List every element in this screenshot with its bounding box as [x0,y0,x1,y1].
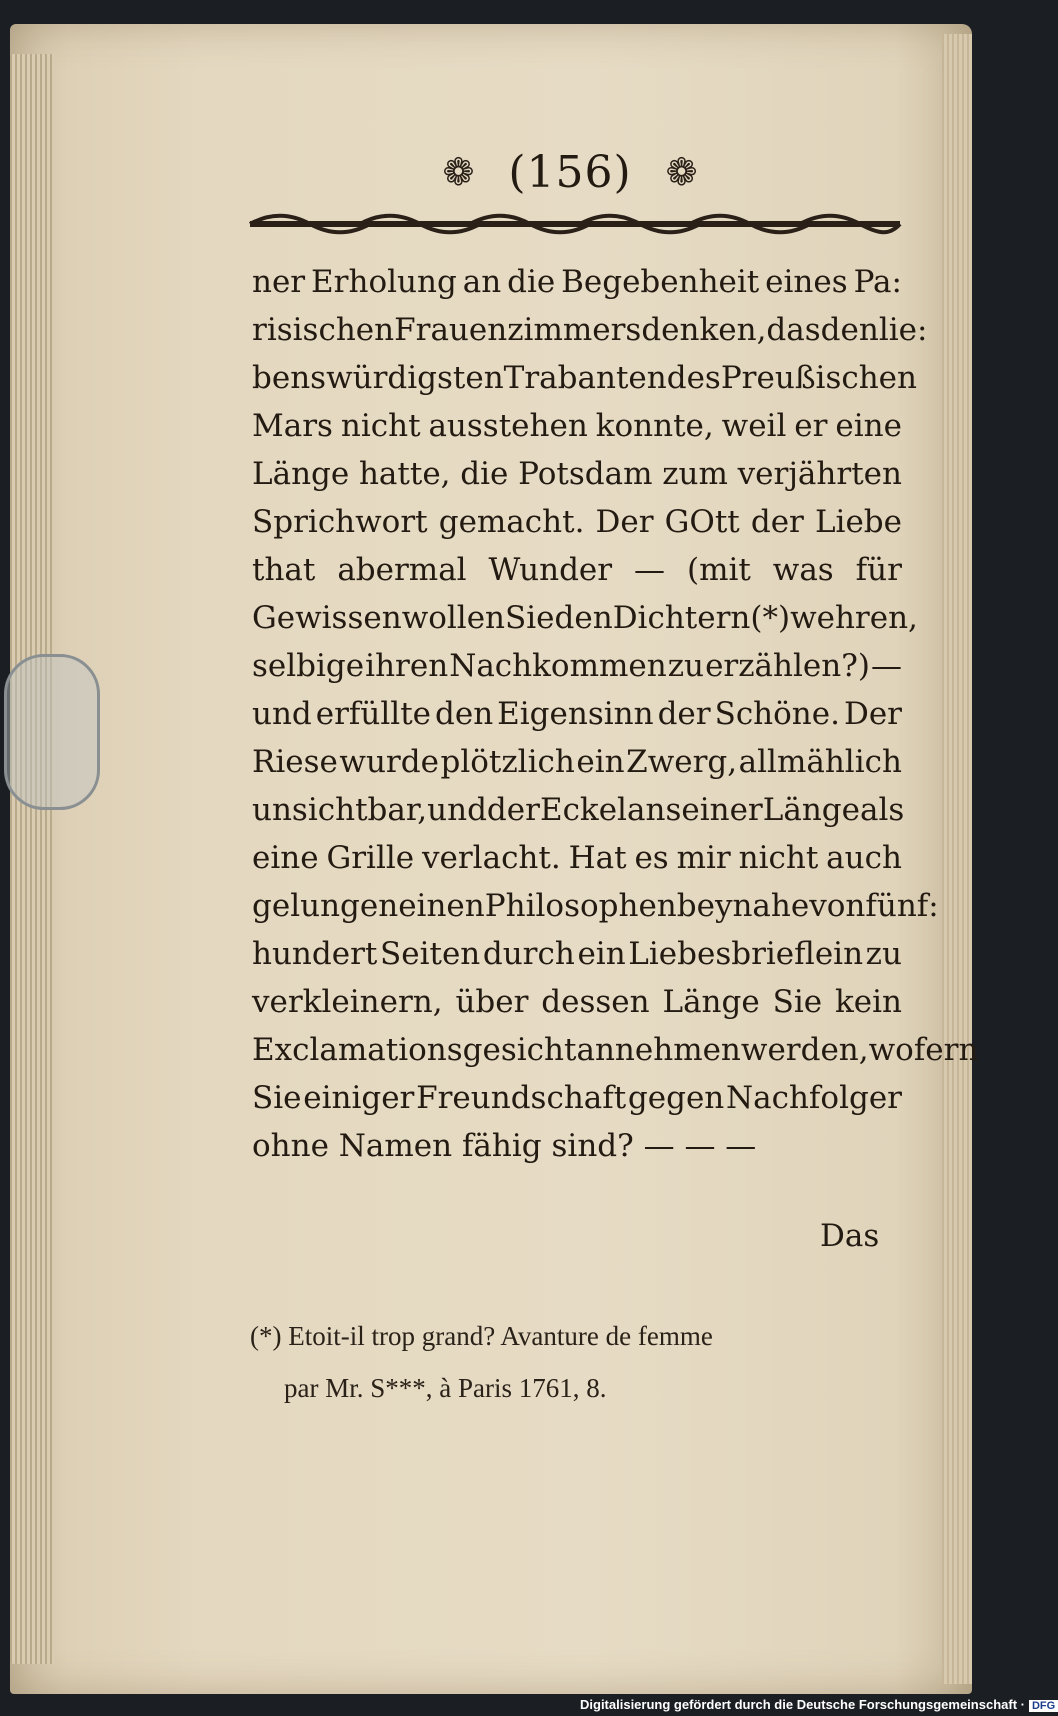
word: — [634,552,666,588]
word: gelungen [252,888,399,924]
word: GOtt [664,504,740,540]
word: Sie [252,1080,302,1116]
text-line [252,498,902,546]
right-page-edge [942,34,972,1684]
word: nicht [340,408,421,444]
text-line [252,546,902,594]
word: Grille [326,840,415,876]
word: zu [865,936,902,972]
word: beynahe [676,888,810,924]
word: den [554,600,613,636]
word: Frauenzimmers [394,312,642,348]
word: einiger [303,1080,415,1116]
word: und [252,696,312,732]
word: ner [252,264,306,300]
word: selbige [252,648,365,684]
text-line [252,690,902,738]
word: den [820,312,879,348]
text-line [252,354,917,402]
word: Freundschaft [416,1080,627,1116]
word: gemacht. [438,504,585,540]
word: fünf: [865,888,939,924]
word: Schöne. [714,696,840,732]
word: hundert [252,936,378,972]
word: den [435,696,494,732]
word: der [750,504,804,540]
text-line [252,1074,902,1122]
word: risischen [252,312,395,348]
page-header [410,142,730,202]
word: an [462,264,502,300]
word: weil [721,408,787,444]
word: einen [398,888,485,924]
word: nicht [738,840,819,876]
word: des [666,360,721,396]
word: Eigensinn [497,696,654,732]
word: lie: [878,312,928,348]
word: zu [667,648,705,684]
word: konnte, [595,408,714,444]
word: Trabanten [503,360,667,396]
word: (*) [750,600,791,636]
word: Wunder [488,552,613,588]
word: Hat [568,840,627,876]
word: hatte, [358,456,451,492]
word: Länge [252,456,350,492]
ornament-left-icon: ❁ [442,150,475,194]
text-line [252,258,902,306]
word: verkleinern, [252,984,443,1020]
word: Der [595,504,654,540]
word: von [809,888,866,924]
word: eine [252,840,319,876]
word: ein [576,744,625,780]
word: Potsdam [518,456,653,492]
word: über [455,984,529,1020]
ornament-right-icon: ❁ [665,150,698,194]
page-stack-edge [10,54,54,1664]
word: kein [834,984,902,1020]
word: zum [662,456,728,492]
word: Gewissen [252,600,402,636]
word: erzählen?) [705,648,870,684]
word: (mit [686,552,751,588]
page-number: (156) [508,146,632,198]
word: Der [843,696,902,732]
word: Erholung [311,264,457,300]
word: Sie [772,984,823,1020]
word: allmählich [738,744,902,780]
word: Mars [252,408,333,444]
word: der [657,696,711,732]
word: ein [577,936,626,972]
word: eine [835,408,902,444]
word: plötzlich [440,744,575,780]
word: gegen [627,1080,725,1116]
word: für [855,552,902,588]
word: er [794,408,828,444]
word: — [870,648,902,684]
word: als [859,792,905,828]
text-line [252,306,928,354]
word: denken, [641,312,767,348]
text-line [252,1026,979,1074]
credit-text: Digitalisierung gefördert durch die Deutsche Forschungsgemeinschaft · [580,1697,1025,1712]
word: Seiten [379,936,481,972]
word: was [772,552,834,588]
word: es [634,840,669,876]
word: wurde [339,744,439,780]
footnote-line: (*) Etoit-il trop grand? Avanture de femme [250,1321,713,1351]
word: ihren [365,648,449,684]
word: die [460,456,509,492]
digitization-credit [580,1697,1058,1712]
word: und [427,792,487,828]
word: Länge [662,984,760,1020]
text-line [252,594,918,642]
dfg-logo: DFG [1029,1700,1058,1712]
word: Länge [762,792,860,828]
decorative-rule [250,213,900,235]
word: mir [676,840,731,876]
word: dessen [541,984,650,1020]
word: seiner [665,792,763,828]
word: annehmen [576,1032,741,1068]
body-text [252,258,979,1170]
catchword: Das [820,1218,880,1254]
word: that [252,552,316,588]
word: die [507,264,556,300]
word: unsichtbar, [252,792,428,828]
footnote [250,1310,910,1414]
word: auch [826,840,902,876]
text-line [252,834,902,882]
text-line [252,642,902,690]
text-line [252,978,902,1026]
word: das [766,312,821,348]
word: werden,wofern [740,1032,979,1068]
word: Dichtern [612,600,751,636]
word: Sprichwort [252,504,428,540]
word: eines [765,264,848,300]
word: durch [482,936,575,972]
text-line [252,882,939,930]
word: Exclamationsgesicht [252,1032,577,1068]
word: Eckel [539,792,627,828]
word: Riese [252,744,338,780]
text-line [252,738,902,786]
footnote-line: par Mr. S***, à Paris 1761, 8. [284,1373,607,1403]
word: ausstehen [428,408,588,444]
word: Liebe [814,504,902,540]
word: abermal [337,552,467,588]
text-line [252,930,902,978]
word: erfüllte [315,696,432,732]
word: Philosophen [484,888,677,924]
text-line: ohne Namen fähig sind? — — — [252,1128,757,1164]
word: verjährten [737,456,902,492]
text-line [252,786,905,834]
word: an [626,792,666,828]
word: wollen [401,600,506,636]
word: Begebenheit [561,264,760,300]
word: der [486,792,540,828]
word: Nachfolger [726,1080,902,1116]
text-line [252,402,902,450]
word: Nachkommen [449,648,667,684]
word: wehren, [790,600,918,636]
word: Zwerg, [626,744,738,780]
word: Sie [505,600,555,636]
word: Pa: [853,264,902,300]
page-clip [4,654,100,810]
text-line [252,450,902,498]
word: verlacht. [422,840,561,876]
word: Preußischen [720,360,917,396]
word: benswürdigsten [252,360,504,396]
word: Liebesbrieflein [628,936,864,972]
